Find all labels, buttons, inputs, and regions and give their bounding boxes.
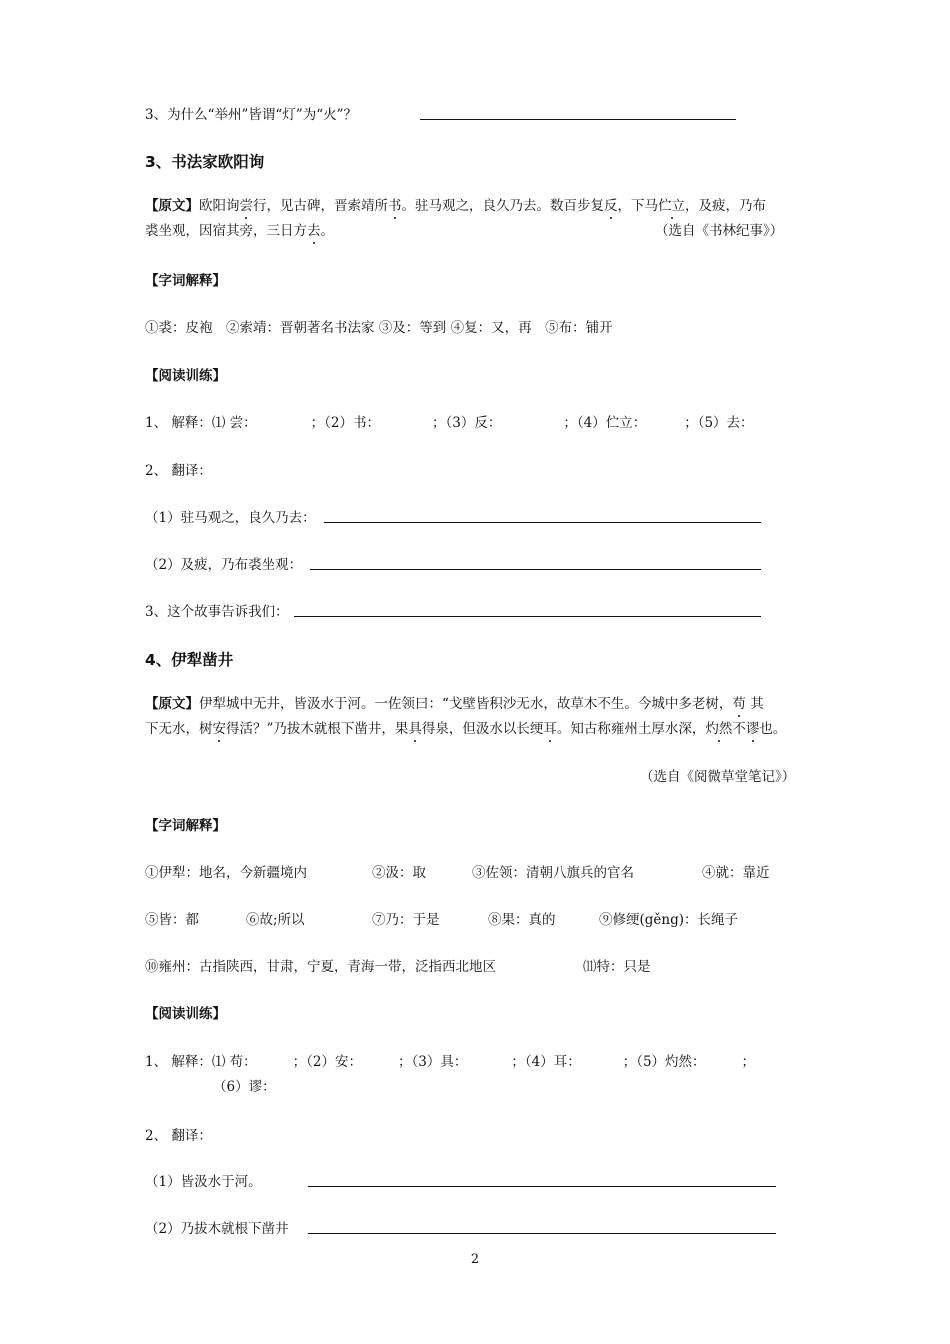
text-span: 得活？”乃拔木就根下凿井，果 xyxy=(226,721,409,737)
vocab-item: ⑦乃：于是 xyxy=(372,912,440,928)
text-span: 得泉，但汲水以长绠 xyxy=(421,721,544,737)
text-span: ，及疲，乃布 xyxy=(685,198,766,214)
vocab-item: ⑾特：只是 xyxy=(583,959,651,975)
source-citation: （选自《书林纪事》） xyxy=(655,223,784,239)
question-line: 3、为什么“举州”皆谓“灯”为“火”？ xyxy=(145,107,357,123)
vocab-item: ①伊犁：地名，今新疆境内 xyxy=(145,865,307,881)
vocab-item: ⑥故;所以 xyxy=(246,912,305,928)
text-span: 。 xyxy=(320,223,334,239)
vocab-heading: 【字词解释】 xyxy=(145,273,226,289)
original-text-line xyxy=(145,222,334,240)
answer-blank[interactable] xyxy=(310,569,761,570)
text-span: 其 xyxy=(745,696,764,712)
vocab-heading: 【字词解释】 xyxy=(145,818,226,834)
vocab-item: ③佐领：清朝八旗兵的官名 xyxy=(472,865,634,881)
original-text-line xyxy=(145,720,786,738)
vocab-item: ⑤皆：都 xyxy=(145,912,199,928)
section-title: 3、书法家欧阳询 xyxy=(145,153,265,171)
text-span: 欧阳询 xyxy=(199,198,240,214)
page-number: 2 xyxy=(470,1252,480,1267)
emphasis-char: 谬 xyxy=(745,721,760,737)
emphasis-char: 具 xyxy=(408,721,422,737)
vocab-item: ②汲：取 xyxy=(372,865,426,881)
translate-item: （2）及疲，乃布裘坐观： xyxy=(145,557,303,573)
vocab-line: ①裘：皮袍 ②索靖：晋朝著名书法家 ③及：等到 ④复：又，再 ⑤布：铺开 xyxy=(145,320,613,336)
question-2: 2、 翻译： xyxy=(145,463,212,479)
text-span: 行，见古碑，晋索靖所 xyxy=(253,198,388,214)
answer-blank[interactable] xyxy=(324,522,761,523)
text-span: 也。 xyxy=(759,721,787,737)
answer-blank[interactable] xyxy=(308,1233,776,1234)
emphasis-char: 书 xyxy=(388,198,402,214)
answer-blank[interactable] xyxy=(294,616,761,617)
emphasis-char: 灼然 xyxy=(705,721,733,737)
answer-blank[interactable] xyxy=(308,1186,776,1187)
training-heading: 【阅读训练】 xyxy=(145,368,226,384)
original-text-line xyxy=(145,197,766,215)
question-1 xyxy=(145,1053,755,1071)
text-span: 不 xyxy=(732,721,746,737)
question-2: 2、 翻译： xyxy=(145,1128,212,1144)
emphasis-char: 苟 xyxy=(732,696,746,712)
q-part: ；（4）耳： xyxy=(511,1054,581,1070)
emphasis-char: 反 xyxy=(604,198,618,214)
emphasis-char: 伫立 xyxy=(658,198,685,214)
q-part: ；（3）反： xyxy=(432,415,502,431)
original-tag: 【原文】 xyxy=(145,198,199,214)
q-part: ；（4）伫立： xyxy=(563,415,647,431)
emphasis-char: 去 xyxy=(307,223,321,239)
question-3: 3、这个故事告诉我们： xyxy=(145,604,289,620)
question-1-cont: （6）谬： xyxy=(213,1079,276,1095)
text-span: 下无水，树 xyxy=(145,721,213,737)
q-part: 1、 解释：⑴ 苟： xyxy=(145,1054,257,1070)
emphasis-char: 安 xyxy=(212,721,226,737)
emphasis-char: 耳 xyxy=(543,721,557,737)
original-text-line xyxy=(145,695,764,713)
source-citation: （选自《阅微草堂笔记》） xyxy=(640,769,796,785)
vocab-item: ⑩雍州：古指陕西，甘肃，宁夏，青海一带，泛指西北地区 xyxy=(145,959,496,975)
section-title: 4、伊犁凿井 xyxy=(145,651,234,669)
answer-blank[interactable] xyxy=(420,119,736,120)
text-span: 。知古称雍州土厚水深， xyxy=(556,721,706,737)
original-tag: 【原文】 xyxy=(145,696,199,712)
training-heading: 【阅读训练】 xyxy=(145,1006,226,1022)
translate-item: （1）驻马观之，良久乃去： xyxy=(145,510,316,526)
vocab-item: ④就：靠近 xyxy=(702,865,770,881)
q-part: ；（2）安： xyxy=(292,1054,363,1070)
vocab-item: ⑨修绠(gěng)：长绳子 xyxy=(599,912,739,928)
translate-item: （2）乃拔木就根下凿井 xyxy=(145,1221,289,1237)
vocab-item: ⑧果：真的 xyxy=(488,912,556,928)
q-part: ；（5）去： xyxy=(684,415,754,431)
translate-item: （1）皆汲水于河。 xyxy=(145,1174,262,1190)
emphasis-char: 尝 xyxy=(239,198,253,214)
q-part: ；（3）具： xyxy=(398,1054,468,1070)
text-span: 伊犁城中无井，皆汲水于河。一佐领曰：“戈壁皆积沙无水，故草木不生。今城中多老树， xyxy=(199,696,733,712)
q-part: ； xyxy=(741,1054,756,1070)
question-1 xyxy=(145,414,754,432)
q-part: ；（5）灼然： xyxy=(622,1054,706,1070)
text-span: 。驻马观之，良久乃去。数百步复 xyxy=(401,198,604,214)
text-span: ，下马 xyxy=(617,198,658,214)
q-part: ；（2）书： xyxy=(310,415,381,431)
q-part: 1、 解释：⑴ 尝： xyxy=(145,415,257,431)
text-span: 裘坐观，因宿其旁，三日方 xyxy=(145,223,307,239)
